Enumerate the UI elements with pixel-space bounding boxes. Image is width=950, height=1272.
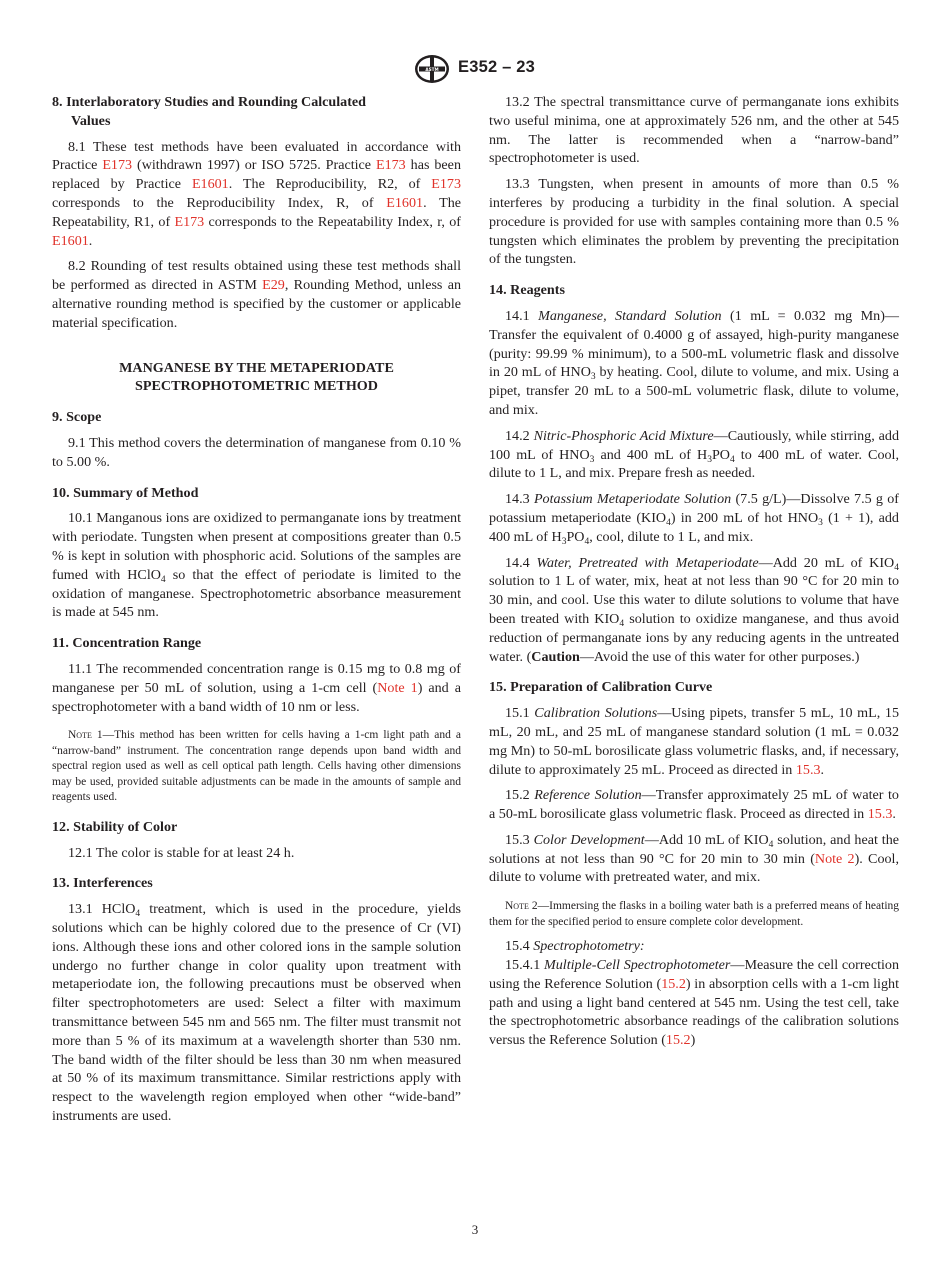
paragraph-14-1: 14.1 Manganese, Standard Solution (1 mL = 0.032 mg Mn)—Transfer the equivalent of 0.4000 g of assayed, high-purity manganese (purity: 99.99 % minimum), to a 500-mL volumetric flask and dissolve in 20 mL of $HNO_3$ by heating. Cool, dilute to volume, and mix. Using a pipet, transfer 20 mL to a 500-mL volumetric flask, dilute to volume, and mix. bbox=[489, 307, 899, 418]
section-9-heading: 9. Scope bbox=[52, 409, 102, 426]
note-1: Note 1—This method has been written for cells having a 1-cm light path and a “narrow-band” instrument. The concentration range depends upon band width and spectral region used as well as cell optical path length. Cells having other dimensions may be used, provided suitable adjustments can be made in the amounts of sample and reagents used. bbox=[52, 729, 461, 804]
paragraph-15-4: 15.4 Spectrophotometry: bbox=[505, 938, 645, 955]
paragraph-9-1: 9.1 This method covers the determination of manganese from 0.10 % to 5.00 %. bbox=[52, 434, 461, 470]
paragraph-15-3: 15.3 Color Development—Add 10 mL of $KIO_4$ solution, and heat the solutions at not less than 90 °C for 20 min to 30 min (Note 2). Cool, dilute to volume with pretreated water, and mix. bbox=[489, 831, 900, 886]
ref-e173[interactable]: E173 bbox=[431, 176, 461, 193]
paragraph-15-2: 15.2 Reference Solution—Transfer approximately 25 mL of water to a 50-mL borosilicate glass volumetric flask. Proceed as directed in 15.3. bbox=[489, 787, 899, 823]
paragraph-8-1: 8.1 These test methods have been evaluated in accordance with Practice E173 (withdrawn 1997) or ISO 5725. Practice E173 has been replaced by Practice E1601. The Reproducibility, R2, of E173 corresponds to the Reproducibility Index, R, of E1601. The Repeatability, R1, of E173 corresponds to the Repeatability Index, r, of E1601. bbox=[52, 138, 461, 249]
section-12-heading: 12. Stability of Color bbox=[52, 818, 178, 835]
page-number: 3 bbox=[471, 1222, 479, 1237]
paragraph-13-1: 13.1 HClO$_4$ treatment, which is used in the procedure, yields solutions which can be highly colored due to the presence of Cr (VI) ions. Although these ions and other colored ions in the sample solution undergo no further change in color quality upon treatment with metaperiodate ion, the following precautions must be observed when filter spectrophotometers are used: Select a filter with maximum transmittance between 545 nm and 565 nm. The filter must transmit not more than 5 % of its maximum at a wavelength shorter than 530 nm. The band width of the filter should be less than 30 nm when measured at 50 % of its maximum transmittance. Similar restrictions apply with respect to the wavelength region employed when other “wide-band” instruments are used. bbox=[52, 901, 461, 1124]
paragraph-14-3: 14.3 Potassium Metaperiodate Solution (7.5 g/L)—Dissolve 7.5 g of potassium metaperiodate $(KIO_4)$ in 200 mL of hot $HNO_3$ (1 + 1), add 400 mL of $H_3PO_4$, cool, dilute to 1 L, and mix. bbox=[489, 491, 900, 547]
section-8-heading: 8. Interlaboratory Studies and Rounding Calculated Values bbox=[52, 94, 367, 129]
ref-e1601[interactable]: E1601 bbox=[191, 176, 229, 193]
paragraph-13-2: 13.2 The spectral transmittance curve of permanganate ions exhibits two useful minima, one at approximately 526 nm, and the other at 545 nm. The latter is recommended when a “narrow-band” spectrophotometer is used. bbox=[489, 94, 899, 167]
paragraph-14-4: 14.4 Water, Pretreated with Metaperiodate—Add 20 mL of $KIO_4$ solution to 1 L of water, mix, heat at not less than 90 °C for 20 min to 30 min, and cool. Use this water to dilute solutions to volume that have been treated with $KIO_4$ solution to oxidize manganese, and thus avoid reduction of permanganate ions by any reducing agents in the untreated water. (Caution—Avoid the use of this water for other purposes.) bbox=[489, 554, 899, 665]
ref-e29[interactable]: E29 bbox=[262, 277, 285, 294]
paragraph-8-2: 8.2 Rounding of test results obtained using these test methods shall be performed as directed in ASTM E29, Rounding Method, unless an alternative rounding method is specified by the customer or applicable material specification. bbox=[52, 258, 462, 331]
method-title: MANGANESE BY THE METAPERIODATE SPECTROPHOTOMETRIC METHOD bbox=[119, 359, 394, 395]
ref-note-2[interactable]: Note 2 bbox=[814, 850, 855, 867]
paragraph-15-4-1: 15.4.1 Multiple-Cell Spectrophotometer—Measure the cell correction using the Reference Solution (15.2) in absorption cells with a 1-cm light path and using a light band centered at 545 nm. Using the test cell, take the spectrophotometric absorbance readings of the calibration solutions versus the Reference Solution (15.2) bbox=[489, 957, 899, 1049]
right-column bbox=[489, 93, 899, 1050]
ref-e173[interactable]: E173 bbox=[174, 213, 205, 230]
ref-15-3[interactable]: 15.3 bbox=[867, 806, 893, 823]
paragraph-14-2: 14.2 Nitric-Phosphoric Acid Mixture—Cautiously, while stirring, add 100 mL of $HNO_3$ and 400 mL of $H_3PO_4$ to 400 mL of water. Cool, dilute to 1 L, and mix. Prepare fresh as needed. bbox=[489, 427, 900, 482]
ref-15-2[interactable]: 15.2 bbox=[665, 1032, 691, 1049]
section-15-heading: 15. Preparation of Calibration Curve bbox=[489, 679, 713, 696]
ref-15-2[interactable]: 15.2 bbox=[661, 975, 686, 992]
note-2: Note 2—Immersing the flasks in a boiling water bath is a preferred means of heating them for the specified period to ensure complete color development. bbox=[489, 900, 900, 928]
svg-text:ASTM: ASTM bbox=[425, 66, 439, 72]
section-13-heading: 13. Interferences bbox=[52, 875, 153, 892]
ref-e173[interactable]: E173 bbox=[375, 157, 406, 174]
left-column bbox=[52, 93, 461, 1126]
ref-e1601[interactable]: E1601 bbox=[52, 232, 89, 249]
ref-e173[interactable]: E173 bbox=[102, 157, 133, 174]
section-11-heading: 11. Concentration Range bbox=[52, 635, 202, 652]
section-10-heading: 10. Summary of Method bbox=[52, 484, 199, 501]
paragraph-10-1: 10.1 Manganous ions are oxidized to permanganate ions by treatment with periodate. Tungsten when present at compositions greater than 0.5 % is kept in solution with phosphoric acid. Solutions of the samples are fumed with HClO$_4$ so that the effect of periodate is limited to the oxidation of manganese. Spectrophotometric absorbance measurement is made at 545 nm. bbox=[52, 510, 461, 621]
section-14-heading: 14. Reagents bbox=[489, 282, 565, 299]
ref-note-1[interactable]: Note 1 bbox=[377, 679, 418, 696]
ref-15-3[interactable]: 15.3 bbox=[795, 761, 821, 778]
paragraph-13-3: 13.3 Tungsten, when present in amounts of more than 0.5 % interferes by producing a turbidity in the final solution. A special procedure is provided for use with samples containing more than 0.5 % tungsten which eliminates the problem by preventing the precipitation of the tungsten. bbox=[489, 176, 899, 268]
ref-e1601[interactable]: E1601 bbox=[386, 194, 424, 211]
paragraph-15-1: 15.1 Calibration Solutions—Using pipets, transfer 5 mL, 10 mL, 15 mL, 20 mL, and 25 mL of manganese standard solution (1 mL = 0.032 mg Mn) to 50-mL borosilicate glass volumetric flasks, and, if necessary, dilute to approximately 25 mL. Proceed as directed in 15.3. bbox=[489, 705, 899, 778]
paragraph-11-1: 11.1 The recommended concentration range is 0.15 mg to 0.8 mg of manganese per 50 mL of solution, using a 1-cm cell (Note 1) and a spectrophotometer with a band width of 10 nm or less. bbox=[52, 660, 461, 715]
astm-logo-icon bbox=[414, 54, 450, 84]
page-header bbox=[0, 54, 950, 84]
document-id: E352 – 23 bbox=[458, 58, 536, 76]
paragraph-12-1: 12.1 The color is stable for at least 24 h. bbox=[68, 844, 295, 861]
